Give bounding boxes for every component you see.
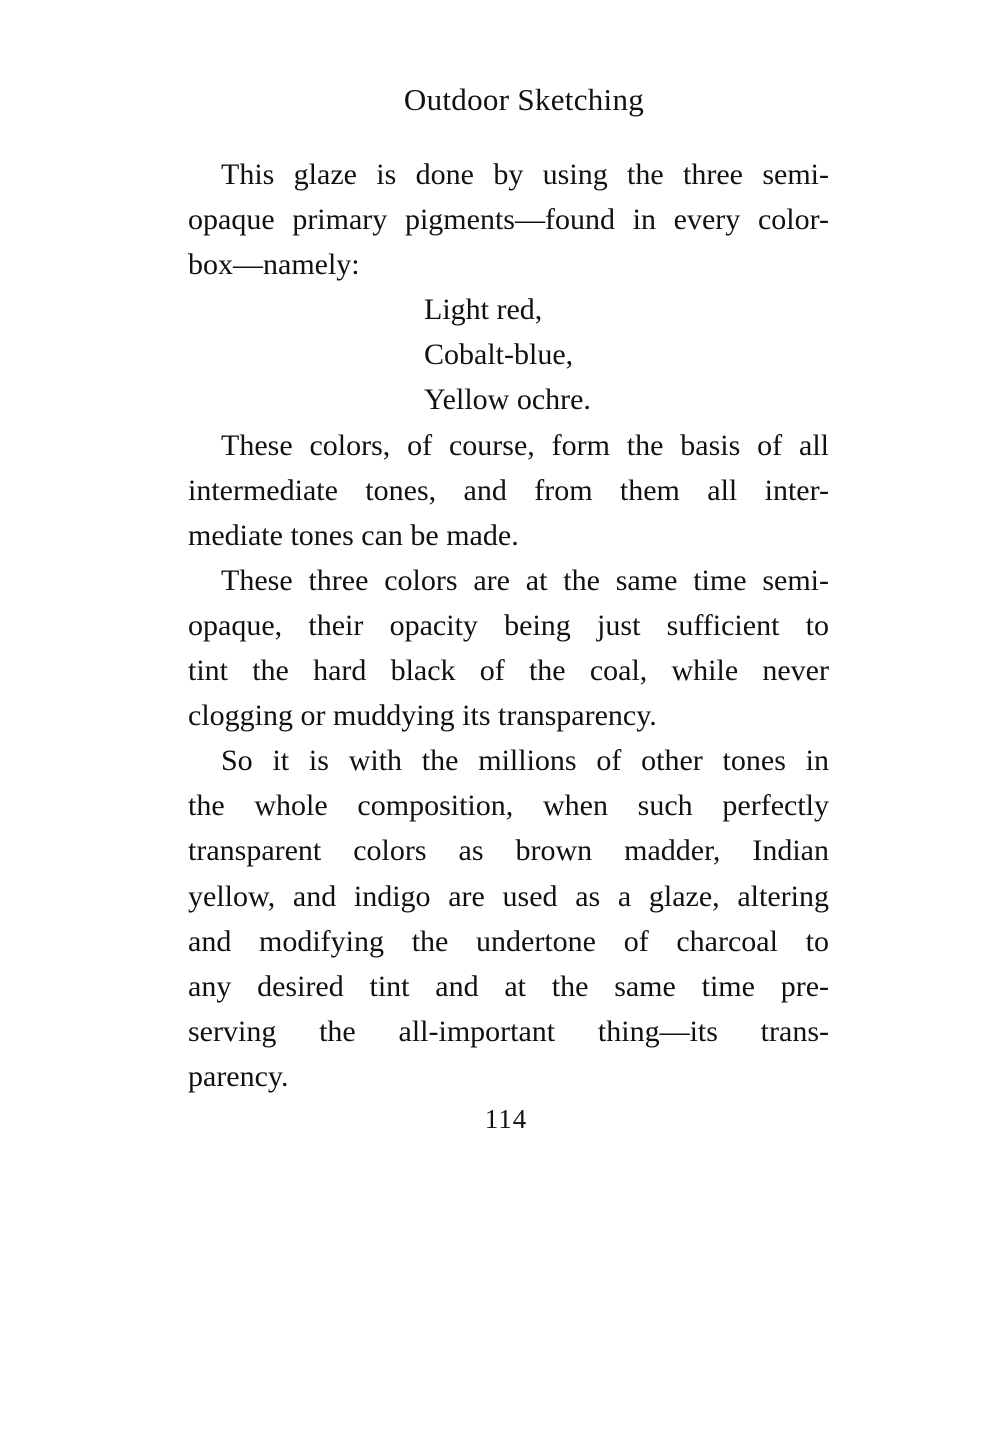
pigment-list-item: Cobalt-blue, — [424, 338, 574, 372]
pigment-list-item: Light red, — [424, 293, 543, 327]
paragraph-3-line-2: opaque, their opacity being just sufficient to — [188, 608, 829, 642]
paragraph-3-line-1: These three colors are at the same time semi- — [221, 563, 829, 597]
paragraph-3-line-4: clogging or muddying its transparency. — [188, 699, 657, 733]
paragraph-4-line-2: the whole composition, when such perfectly — [188, 789, 829, 823]
paragraph-3-line-3: tint the hard black of the coal, while never — [188, 654, 829, 688]
paragraph-1-line-1: This glaze is done by using the three semi- — [221, 158, 829, 191]
paragraph-4-line-7: serving the all-important thing—its trans- — [188, 1014, 829, 1048]
paragraph-1-line-3: box—namely: — [188, 248, 360, 282]
paragraph-4-line-4: yellow, and indigo are used as a glaze, altering — [188, 879, 829, 913]
running-head: Outdoor Sketching — [403, 82, 645, 117]
paragraph-2-line-1: These colors, of course, form the basis of all — [221, 428, 829, 462]
body-text — [188, 152, 829, 1099]
paragraph-4-line-5: and modifying the undertone of charcoal to — [188, 924, 829, 958]
paragraph-1-line-2: opaque primary pigments—found in every color- — [188, 203, 829, 237]
paragraph-2-line-3: mediate tones can be made. — [188, 518, 519, 552]
paragraph-4-line-6: any desired tint and at the same time pre- — [188, 969, 829, 1003]
pigment-list-item: Yellow ochre. — [424, 383, 591, 417]
page-number: 114 — [484, 1104, 528, 1134]
paragraph-4-line-8: parency. — [188, 1059, 289, 1093]
paragraph-2-line-2: intermediate tones, and from them all inter- — [188, 473, 829, 507]
paragraph-4-line-1: So it is with the millions of other tones in — [221, 744, 829, 778]
paragraph-4-line-3: transparent colors as brown madder, Indian — [188, 834, 829, 868]
